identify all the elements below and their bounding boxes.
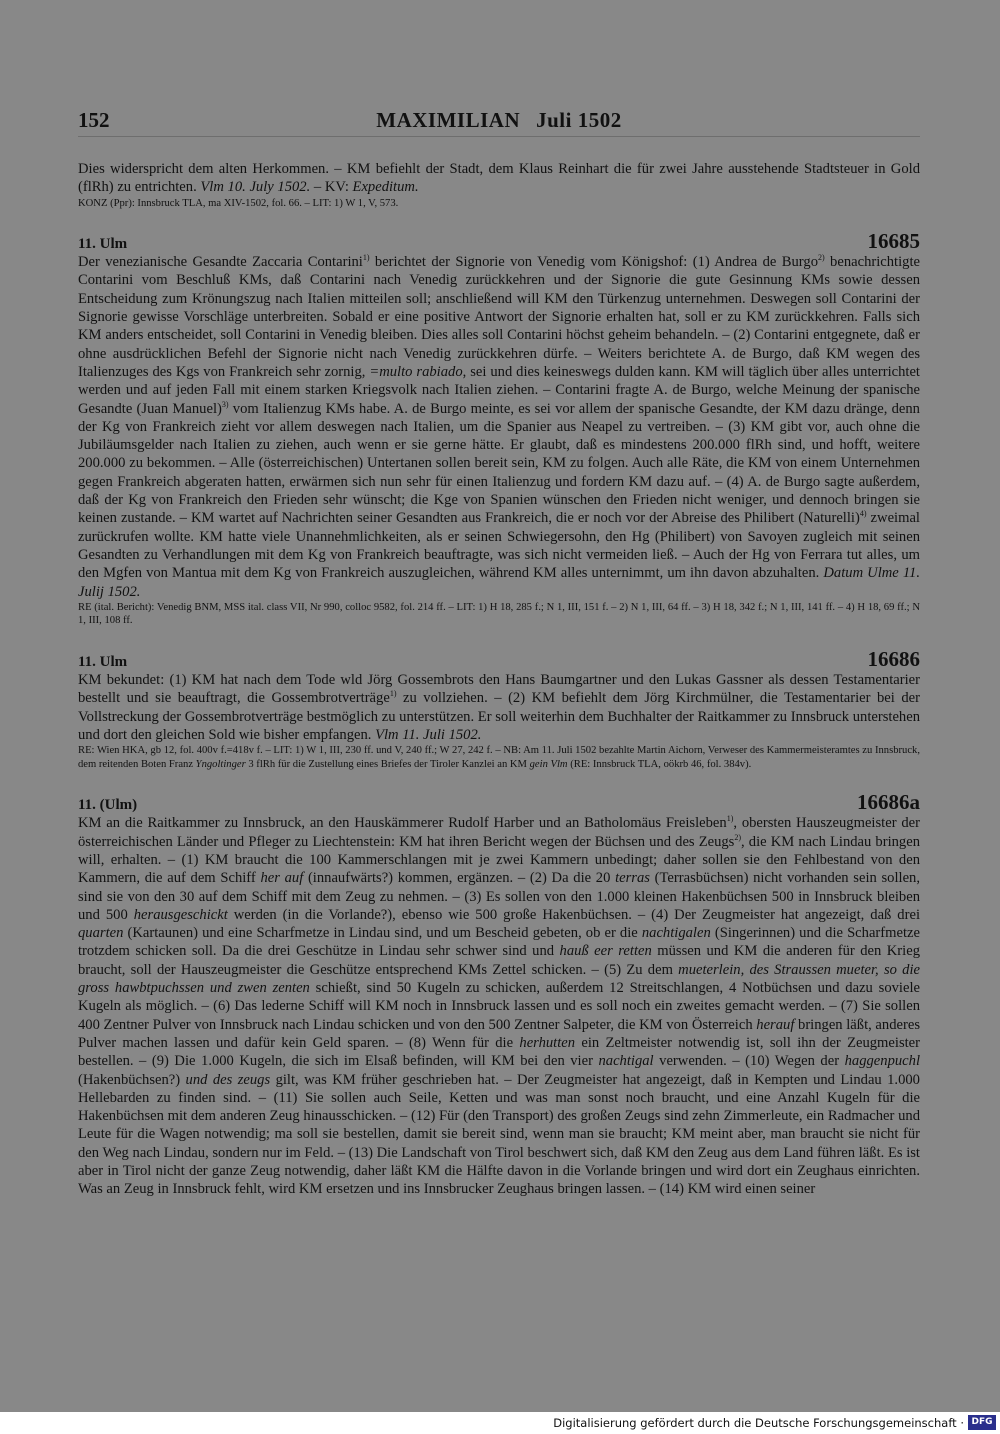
italic-run: herhutten: [519, 1034, 576, 1051]
entry-16686: [78, 647, 920, 771]
text-run: (Terrasbüchsen) nicht vorhanden sein sollen, sind sie von den 30 auf dem Schiff mit dem Zeug zu nehmen. – (3) Es sollen von den 1.000 kleinen Hakenbüchsen 500 in Innsbruck bleiben und 500: [78, 870, 920, 923]
text-run: ein Zeltmeister notwendig ist, soll ihn der Zeugmeister bestellen. – (9) Die 1.000 Kugeln, die sich im Elsaß befinden, will KM bei den vier: [78, 1034, 921, 1070]
text-run: zweimal zurückrufen wollte. KM hatte viele Unannehmlichkeiten, als er seinen Schwiegersohn, den Hg (Philibert) von Savoyen zugleich mit seinen Gesandten zu Verhandlungen mit dem Kg von Frankreich beauftragte, was sich nicht vermeiden ließ. – Auch der Hg von Ferrara tut alles, um den Mgfen von Mantua mit dem Kg von Frankreich auszugleichen, während KM alles unternimmt, um ihn davon abzuhalten.: [78, 510, 920, 582]
italic-run: terras: [615, 870, 650, 887]
text-run: zu vollziehen. – (2) KM befiehlt dem Jörg Kirchmülner, die Testamentarier bei der Vollstreckung der Gossembrotverträge bestmöglich zu unterstützen. Er soll weiterhin dem Buchhalter der Raitkammer zu Innsbruck unterstehen und dort den gleichen Sold wie bisher empfangen.: [78, 690, 920, 743]
text-run: müssen und KM die anderen für den Krieg braucht, soll der Hauszeugmeister die Geschütze entsprechend KMs Zettel schicken. – (5) Zu dem: [78, 943, 920, 978]
dfg-logo: DFG: [968, 1415, 996, 1430]
footnote-ref: 4): [859, 509, 867, 519]
document-body: [78, 160, 920, 1199]
entry-text: [78, 253, 920, 601]
entry-place: 11. (Ulm): [78, 797, 138, 814]
italic-run: hauß eer retten: [559, 943, 652, 960]
italic-run: gein Vlm: [529, 758, 568, 770]
italic-run: =multo rabiado: [369, 363, 463, 380]
text-run: , sei und dies keineswegs dulden kann. KM will täglich über alles unterrichtet werden und auf jeden Fall mit einem starken Kriegsvolk nach Italien ziehen. – Contarini fragte A. de Burgo, welche Meinung der spanische Gesandte (Juan Manuel): [78, 363, 920, 417]
italic-run: Yngoltinger: [195, 758, 246, 770]
entry-number: 16685: [867, 229, 920, 254]
text-run: 3 flRh für die Zustellung eines Briefes der Tiroler Kanzlei an KM: [245, 758, 530, 770]
footnote-ref: 1): [362, 253, 370, 263]
entry-number: 16686: [867, 647, 920, 672]
text-run: benachrichtigte Contarini vom Beschluß KMs, daß Contarini nach Venedig zurückkehren und der Signorie die gute Gesinnung KMs sowie dessen Entscheidung zum Krönungszug nach Italien mitteilen soll; anschließend will KM den Türkenzug unternehmen. Deswegen soll Contarini der Signorie gewisse Vorschläge unterbreiten. Sobald er eine positive Antwort der Signorie erhalten hat, soll er zu KM zurückkehren. Falls sich KM anders entscheidet, soll Contarini in Venedig bleiben. Dies alles soll Contarini höchst geheim behandeln. – (2) Contarini entgegnete, daß er ohne ausdrücklichen Befehl der Signorie nicht nach Venedig zurückkehren dürfe. – Weiters berichtete A. de Burgo, daß KM wegen des Italienzuges des Kgs von Frankreich sehr zornig,: [78, 254, 920, 380]
header-rule: [78, 136, 920, 137]
text-run: (innaufwärts?) kommen, ergänzen. – (2) Da die 20: [303, 870, 616, 887]
text-run: (Singerinnen) und die Scharfmetze trotzdem schicken soll. Da die drei Geschütze in Lindau sehr schwer sind und: [78, 925, 920, 960]
text-run: gilt, was KM früher geschrieben hat. – Der Zeugmeister hat angezeigt, daß in Kempten und Lindau 1.000 Hellebarden zu finden sind. – (11) Sie sollen auch Seile, Ketten und was man sonst noch braucht, und eine Anzahl Kugeln für die Hakenbüchsen mit dem anderen Zeug hinausschicken. – (12) Für (den Transport) des großen Zeugs sind zehn Zimmerleute, ein Radmacher und Leute für die Wagen notwendig; ma soll sie bestellen, damit sie bereit sind, wenn man sie braucht; KM meint aber, man braucht sie nicht für den Weg nach Lindau, sondern nur im Feld. – (13) Die Landschaft von Tirol beschwert sich, daß KM den Zeug aus dem Land führen läßt. Es ist aber in Tirol nicht der ganze Zeug notwendig, daher läßt KM die Hälfte davon in die Vorlande bringen und wird dort ein Zeughaus einrichten. Was an Zeug in Innsbruck fehlt, wird KM ersetzen und ins Innsbrucker Zeughaus bringen lassen. – (14) KM wird einen seiner: [78, 1071, 920, 1198]
footnote-ref: 3): [221, 399, 229, 409]
entry-text: [78, 671, 920, 744]
text-run: – KV:: [310, 179, 353, 196]
running-header: [78, 108, 920, 138]
text-run: verwenden. – (10) Wegen der: [653, 1053, 845, 1070]
footnote-ref: 1): [389, 689, 397, 699]
footer-bar: [0, 1412, 1000, 1434]
text-run: (RE: Innsbruck TLA, oökrb 46, fol. 384v).: [567, 758, 752, 770]
text-run: , obersten Hauszeugmeister der österreichischen Länder und Pfleger zu Liechtenstein: KM hat ihren Bericht wegen der Büchsen und des Zeugs: [78, 815, 920, 850]
text-run: (Kartaunen) und eine Scharfmetze in Lindau sind, und um Bescheid gebeten, ob er die: [123, 925, 642, 942]
italic-run: herauf: [756, 1016, 795, 1033]
intro-fragment: [78, 160, 920, 210]
italic-run: haggenpuchl: [844, 1053, 920, 1070]
entry-number: 16686a: [857, 790, 920, 815]
text-run: KM an die Raitkammer zu Innsbruck, an den Hauskämmerer Rudolf Harber und an Batholomäus Freisleben: [78, 815, 727, 832]
italic-run: herausgeschickt: [133, 906, 228, 923]
text-run: KM bekundet: (1) KM hat nach dem Tode wld Jörg Gossembrots den Hans Baumgartner und den Lukas Gassner als dessen Testamentarier bestellt und sie beauftragt, die Gossembrotverträge: [78, 672, 920, 707]
header-title: MAXIMILIAN: [376, 108, 521, 132]
entry-header: [78, 790, 920, 815]
italic-run: mueterlein, des Straussen mueter, so die gross hawbtpuchssen und zwen zenten: [78, 961, 920, 997]
intro-paragraph: [78, 160, 920, 197]
text-run: werden (in die Vorlande?), ebenso wie 500 große Hakenbüchsen. – (4) Der Zeugmeister hat angezeigt, daß drei: [227, 906, 921, 923]
header-date: Juli 1502: [536, 108, 622, 132]
text-run: Dies widerspricht dem alten Herkommen. – KM befiehlt der Stadt, dem Klaus Reinhart die für zwei Jahre ausstehende Stadtsteuer in Gold (flRh) zu entrichten.: [78, 161, 920, 196]
entry-place: 11. Ulm: [78, 236, 128, 253]
text-run: vom Italienzug KMs habe. A. de Burgo meinte, es sei vor allem der spanische Gesandte, der KM dazu dränge, denn der Kg von Frankreich zieht vor allem deswegen nach Italien, um die Spanier aus Neapel zu vertreiben. – (3) KM gibt vor, auch ohne die Jubiläumsgelder nach Italien zu ziehen, auch wenn er sie gerne hätte. Er glaubt, daß es mindestens 200.000 flRh sind, und hofft, weitere 200.000 zu bekommen. – Alle (österreichischen) Untertanen sollen bereit sein, KM zu folgen. Auch alle Räte, die KM von einem Unternehmen gegen Frankreich abgeraten hatten, erwärmen sich nun sehr für einen Italienzug und fordern KM dazu auf. – (4) A. de Burgo sagte außerdem, daß der Kg von Frankreich den Frieden sehr wünscht; die Kge von Spanien wünschen den Frieden nicht weniger, und dennoch bringen sie keinen zustande. – KM wartet auf Nachrichten seiner Gesandten aus Frankreich, die er noch vor der Abreise des Philibert (Naturelli): [78, 400, 920, 527]
italic-run: Expeditum.: [352, 179, 419, 196]
text-run: schießt, sind 50 Kugeln zu schicken, außerdem 12 Streitschlangen, 4 Notbüchsen und dazu soviele Kugeln als möglich. – (6) Das lederne Schiff will KM noch in Innsbruck lassen und es soll noch ein zweites gemacht werden. – (7) Sie sollen 400 Zentner Pulver von Innsbruck nach Lindau schicken und von den 500 Zentner Salpeter, die KM von Österreich: [78, 980, 920, 1033]
italic-run: quarten: [78, 925, 124, 942]
italic-run: Vlm 10. July 1502.: [200, 179, 311, 196]
page-number: 152: [78, 108, 110, 132]
text-run: bringen läßt, anderes Pulver machen lassen und dafür kein Geld sparen. – (8) Wenn für die: [78, 1016, 920, 1051]
text-run: berichtet der Signorie von Venedig vom Königshof: (1) Andrea de Burgo: [369, 254, 818, 271]
source-note: KONZ (Ppr): Innsbruck TLA, ma XIV-1502, fol. 66. – LIT: 1) W 1, V, 573.: [78, 197, 399, 209]
italic-run: Vlm 11. Juli 1502.: [375, 726, 482, 743]
running-title: [78, 108, 920, 133]
entry-header: [78, 647, 920, 672]
source-note: RE (ital. Bericht): Venedig BNM, MSS ital. class VII, Nr 990, colloc 9582, fol. 214 ff. – LIT: 1) H 18, 285 f.; N 1, III, 151 f. – 2) N 1, III, 64 ff. – 3) H 18, 342 f.; N 1, III, 141 ff. – 4) H 18, 69 ff.; N 1, III, 108 ff.: [78, 601, 920, 627]
text-run: RE: Wien HKA, gb 12, fol. 400v f.=418v f. – LIT: 1) W 1, III, 230 ff. und V, 240 ff.; W 27, 242 f. – NB: Am 11. Juli 1502 bezahlte Martin Aichorn, Verweser des Kammermeisteramtes zu Innsbruck, dem reitenden Boten Franz: [78, 745, 920, 770]
italic-run: Datum Ulme 11. Julij 1502.: [78, 565, 920, 600]
entry-header: [78, 229, 920, 254]
funding-credit: Digitalisierung gefördert durch die Deutsche Forschungsgemeinschaft ·: [553, 1416, 964, 1430]
entry-text: [78, 814, 920, 1198]
entry-place: 11. Ulm: [78, 654, 128, 671]
italic-run: und des zeugs: [185, 1071, 271, 1088]
source-note: [78, 744, 920, 771]
italic-run: nachtigalen: [641, 925, 711, 942]
footnote-ref: 2): [734, 832, 742, 842]
text-run: (Hakenbüchsen?): [78, 1071, 186, 1088]
text-run: , die KM nach Lindau bringen will, erhalten. – (1) KM braucht die 100 Kammerschlangen mit je zwei Kammern unbedingt; daher sollen sie den Fehlbestand von den Kammern, die auf dem Schiff: [78, 833, 920, 887]
footnote-ref: 2): [818, 253, 825, 263]
text-run: Der venezianische Gesandte Zaccaria Contarini: [78, 254, 363, 271]
entry-16685: [78, 229, 920, 628]
italic-run: her auf: [260, 870, 304, 887]
entry-16686a: [78, 790, 921, 1198]
italic-run: nachtigal: [598, 1053, 654, 1070]
footnote-ref: 1): [726, 814, 734, 824]
